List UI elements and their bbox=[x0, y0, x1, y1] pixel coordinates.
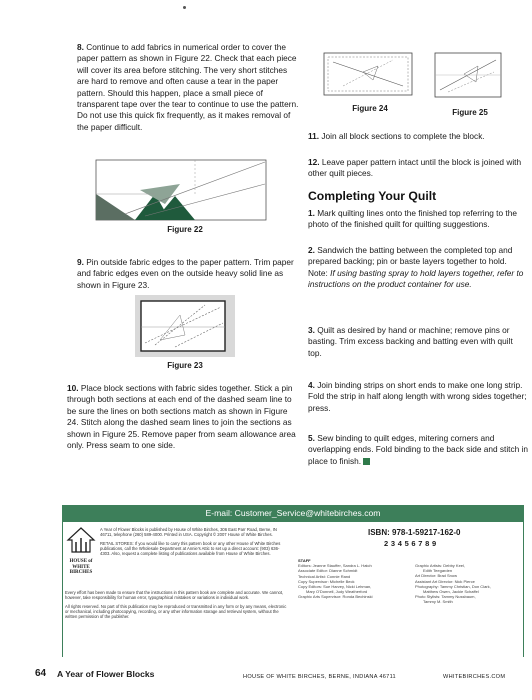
finish-step-5: 5. Sew binding to quilt edges, mitering corners and overlapping ends. Fold binding to the back side and stitch in place to finish. bbox=[308, 433, 529, 466]
staff-heading: STAFF bbox=[298, 558, 311, 563]
staff-line: Copy Editors: Sue Harvey, Nicki Lehman, bbox=[298, 584, 372, 590]
staff-line: Art Director: Brad Snow bbox=[415, 573, 458, 579]
figure-24-diagram bbox=[323, 52, 413, 96]
top-mark bbox=[183, 6, 186, 9]
staff-line: Associate Editor: Dianne Schmidt bbox=[298, 568, 358, 574]
website: WHITEBIRCHES.COM bbox=[443, 674, 506, 680]
figure-25-caption: Figure 25 bbox=[452, 108, 488, 117]
figure-23-diagram bbox=[135, 295, 235, 357]
section-heading: Completing Your Quilt bbox=[308, 189, 437, 203]
house-logo-icon bbox=[66, 526, 96, 554]
rights-para: All rights reserved. No part of this publication may be reproduced or transmitted in any form or by any means, electronic or mechanical, including photocopying, recording, or any other information storage and retrieval system, without the written permission of the publisher. bbox=[65, 603, 287, 620]
figure-23-caption: Figure 23 bbox=[167, 361, 203, 370]
legal-notes bbox=[65, 590, 287, 622]
publisher-para: A Year of Flower Blocks is published by House of White Birches, 306 East Parr Road, Berne, IN 46711, telephone (260) 589-4000. Printed in USA. Copyright © 2007 House of White Birches. bbox=[100, 527, 277, 538]
step-8: 8. Continue to add fabrics in numerical order to cover the paper pattern as shown in Figure 22. Check that each piece will cover its area before stitching. The very short stitches are hard to remove and often cause a tear in the paper pattern. Should this happen, place a small piece of transparent tape over the tear to continue to use the pattern. Do not use this quick fix frequently, as it makes removal of the paper difficult. bbox=[77, 42, 299, 132]
staff-line: Matthew Owen, Jackie Schaffel bbox=[423, 589, 479, 595]
figure-24 bbox=[323, 52, 413, 96]
staff-line: Edith Teegarden bbox=[423, 568, 453, 574]
finish-step-1: 1. Mark quilting lines onto the finished top referring to the photo of the finished quilt for quilting suggestions. bbox=[308, 208, 517, 230]
staff-line: Graphic Arts Supervisor: Ronda Bechinski bbox=[298, 594, 373, 600]
step-9: 9. Pin outside fabric edges to the paper pattern. Trim paper and fabric edges even on the outside heavy solid line as shown in Figure 23. bbox=[77, 257, 294, 290]
step-11: 11. Join all block sections to complete the block. bbox=[308, 131, 485, 141]
finish-step-2: 2. Sandwich the batting between the completed top and prepared backing; pin or baste layers together to hold. Note: If using basting spray to hold layers together, refer to instructions on the product container for use. bbox=[308, 245, 524, 290]
figure-23 bbox=[135, 295, 235, 357]
end-square bbox=[363, 458, 370, 465]
house-logo bbox=[65, 526, 97, 576]
step-12: 12. Leave paper pattern intact until the block is joined with other quilt pieces. bbox=[308, 157, 522, 179]
isbn-digits: 2 3 4 5 6 7 8 9 bbox=[384, 539, 437, 548]
book-title: A Year of Flower Blocks bbox=[57, 669, 155, 679]
staff-line: Tammy M. Smith bbox=[423, 599, 453, 605]
retail-para: RETAIL STORES: If you would like to carry this pattern book or any other House of White Birches publications, call the Wholesale Department at Annie's Attic to set up a direct account: (903) 636-4303. Also, request a complete listing of publications available from House of White Birches. bbox=[100, 540, 281, 557]
step-10: 10. Place block sections with fabric sides together. Stick a pin through both sections at each end of the dashed seam line to be sure the lines on both sections match as shown in Figure 24. Stitch along the dashed seam lines to join the sections as shown in Figure 25. Remove paper from seam allowance area only. Press seam to one side. bbox=[67, 383, 296, 451]
staff-line: Copy Supervisor: Michelle Beck bbox=[298, 578, 355, 584]
figure-22-diagram bbox=[95, 154, 267, 222]
publisher-notes bbox=[100, 527, 285, 559]
finish-step-4: 4. Join binding strips on short ends to make one long strip. Fold the strip in half along length with wrong sides together; press. bbox=[308, 380, 527, 413]
staff-line: Photography: Tammy Christian, Don Clark, bbox=[415, 583, 491, 589]
staff-credits bbox=[298, 558, 372, 600]
house-logo-text: HOUSE of WHITE BIRCHES bbox=[69, 559, 93, 575]
staff-credits-right bbox=[415, 563, 491, 605]
figure-25 bbox=[434, 52, 502, 98]
finish-step-3: 3. Quilt as desired by hand or machine; remove pins or basting. Trim excess backing and batting even with quilt top. bbox=[308, 325, 513, 358]
staff-line: Technical Artist: Connie Rand bbox=[298, 573, 351, 579]
staff-line: Photo Stylists: Tammy Nussbaum, bbox=[415, 594, 476, 600]
email-bar: E-mail: Customer_Service@whitebirches.com bbox=[63, 505, 523, 522]
isbn: ISBN: 978-1-59217-162-0 bbox=[368, 528, 461, 537]
figure-25-diagram bbox=[434, 52, 502, 98]
staff-line: Editors: Jeanne Stauffer, Sandra L. Hatch bbox=[298, 563, 372, 569]
figure-24-caption: Figure 24 bbox=[352, 104, 388, 113]
page-number: 64 bbox=[35, 668, 47, 679]
staff-line: Graphic Artists: Debby Keel, bbox=[415, 563, 466, 568]
publisher-line: HOUSE OF WHITE BIRCHES, BERNE, INDIANA 46711 bbox=[243, 674, 396, 680]
staff-line: Assistant Art Director: Nick Pierce bbox=[415, 578, 475, 584]
staff-line: Mary O'Donnell, Judy Weatherford bbox=[306, 589, 368, 595]
figure-22-caption: Figure 22 bbox=[167, 225, 203, 234]
figure-22 bbox=[95, 154, 267, 222]
effort-para: Every effort has been made to ensure that the instructions in this pattern book are complete and accurate. We cannot, however, take responsibility for human error, typographical mistakes or variations in individual work. bbox=[65, 590, 284, 601]
